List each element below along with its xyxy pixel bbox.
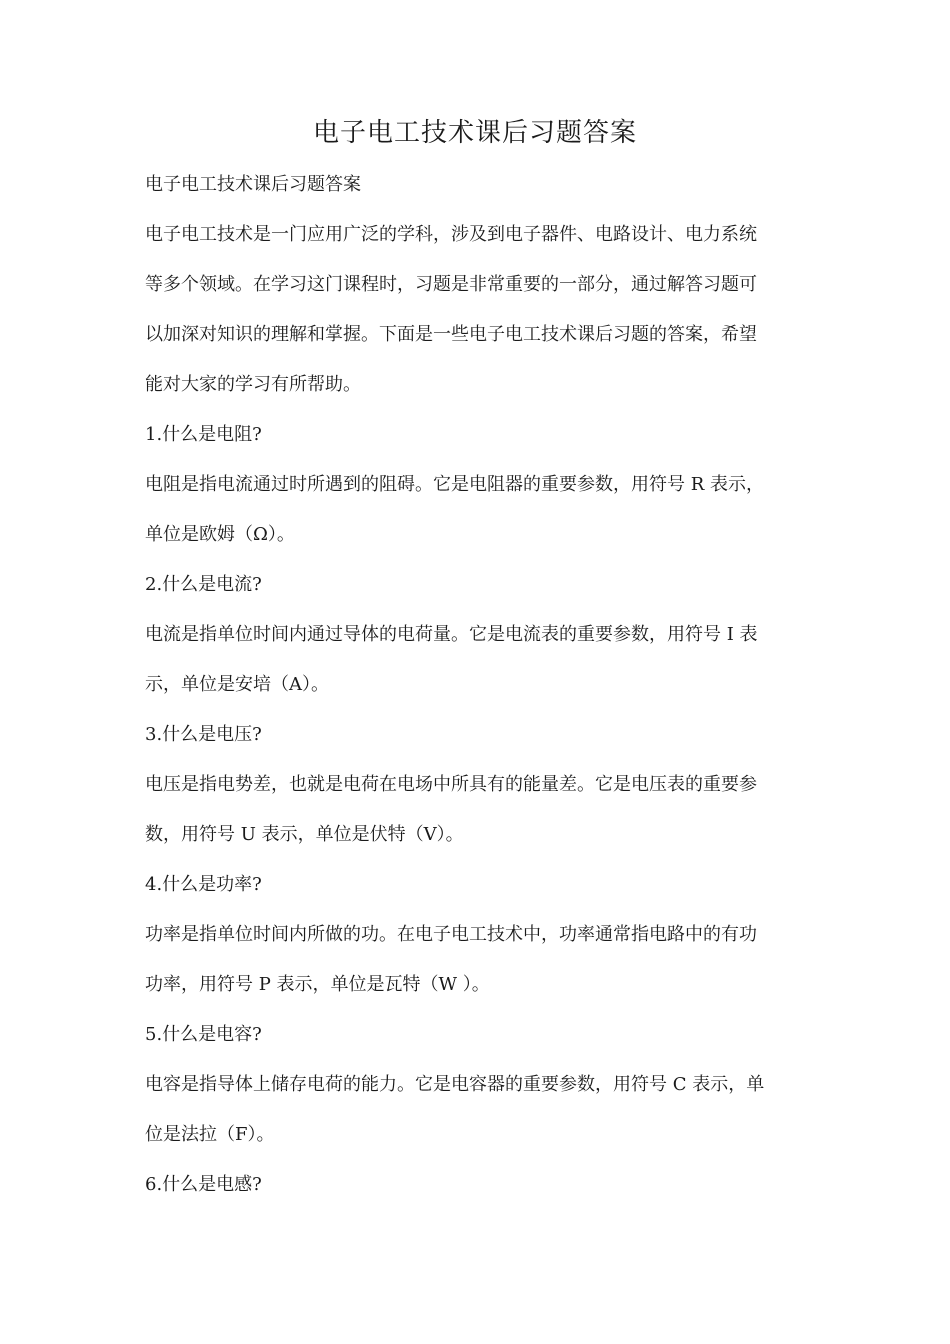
- question-4: 4.什么是功率?: [145, 874, 262, 895]
- intro-line-3: 以加深对知识的理解和掌握。下面是一些电子电工技术课后习题的答案，希望: [145, 324, 757, 345]
- question-3: 3.什么是电压?: [145, 724, 262, 745]
- answer-5-line-1: 电容是指导体上储存电荷的能力。它是电容器的重要参数，用符号 C 表示，单: [145, 1074, 765, 1095]
- answer-1-line-2: 单位是欧姆（Ω）。: [145, 524, 295, 545]
- intro-line-2: 等多个领域。在学习这门课程时，习题是非常重要的一部分，通过解答习题可: [145, 274, 757, 295]
- answer-5-line-2: 位是法拉（F）。: [145, 1124, 275, 1145]
- question-1: 1.什么是电阻?: [145, 424, 262, 445]
- answer-4-line-1: 功率是指单位时间内所做的功。在电子电工技术中，功率通常指电路中的有功: [145, 924, 757, 945]
- answer-2-line-2: 示，单位是安培（A）。: [145, 674, 329, 695]
- answer-2-line-1: 电流是指单位时间内通过导体的电荷量。它是电流表的重要参数，用符号 I 表: [145, 624, 758, 645]
- intro-line-1: 电子电工技术是一门应用广泛的学科，涉及到电子器件、电路设计、电力系统: [145, 224, 757, 245]
- answer-1-line-1: 电阻是指电流通过时所遇到的阻碍。它是电阻器的重要参数，用符号 R 表示，: [145, 474, 764, 495]
- subtitle-line: 电子电工技术课后习题答案: [145, 174, 361, 195]
- document-title: 电子电工技术课后习题答案: [312, 118, 637, 148]
- answer-3-line-1: 电压是指电势差，也就是电荷在电场中所具有的能量差。它是电压表的重要参: [145, 774, 757, 795]
- question-5: 5.什么是电容?: [145, 1024, 262, 1045]
- answer-4-line-2: 功率，用符号 P 表示，单位是瓦特（W ）。: [145, 974, 490, 995]
- question-2: 2.什么是电流?: [145, 574, 262, 595]
- intro-line-4: 能对大家的学习有所帮助。: [145, 374, 361, 395]
- document-body: [145, 169, 815, 1219]
- answer-3-line-2: 数，用符号 U 表示，单位是伏特（V）。: [145, 824, 464, 845]
- question-6: 6.什么是电感?: [145, 1174, 262, 1195]
